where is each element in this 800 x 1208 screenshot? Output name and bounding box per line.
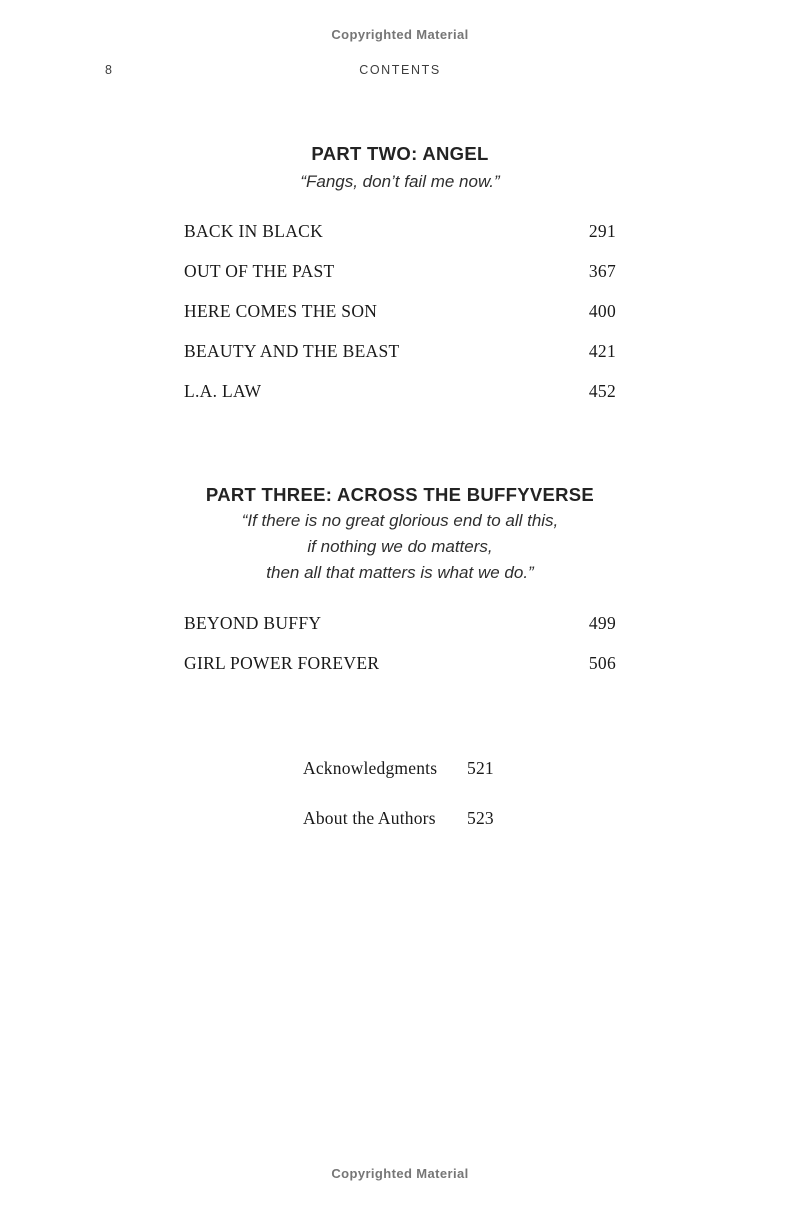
chapter-title: HERE COMES THE SON xyxy=(184,301,378,321)
toc-section-part-two xyxy=(184,143,616,400)
part-two-epigraph xyxy=(184,169,616,195)
list-item xyxy=(303,809,494,827)
chapter-page-number: 506 xyxy=(588,653,616,673)
table-row xyxy=(184,614,616,632)
chapter-title: OUT OF THE PAST xyxy=(184,261,335,281)
part-three-title: PART THREE: ACROSS THE BUFFYVERSE xyxy=(205,484,595,505)
epigraph-line: if nothing we do matters, xyxy=(307,537,493,556)
chapter-page-number: 421 xyxy=(588,341,616,361)
chapter-title: GIRL POWER FOREVER xyxy=(184,653,380,673)
backmatter-list xyxy=(303,759,494,827)
epigraph-line: “Fangs, don’t fail me now.” xyxy=(300,172,500,191)
epigraph-line: then all that matters is what we do.” xyxy=(266,563,534,582)
part-two-title: PART TWO: ANGEL xyxy=(311,143,489,164)
chapter-page-number: 291 xyxy=(588,221,616,241)
backmatter-title: Acknowledgments xyxy=(303,758,438,778)
running-head-contents: CONTENTS xyxy=(359,63,441,77)
list-item xyxy=(303,759,494,777)
chapter-title: BEAUTY AND THE BEAST xyxy=(184,341,400,361)
chapter-title: BEYOND BUFFY xyxy=(184,613,322,633)
table-row xyxy=(184,222,616,240)
table-row xyxy=(184,262,616,280)
backmatter-page-number: 523 xyxy=(467,808,494,828)
table-row xyxy=(184,654,616,672)
copyright-notice-bottom: Copyrighted Material xyxy=(331,1166,469,1181)
chapter-page-number: 452 xyxy=(588,381,616,401)
page-number: 8 xyxy=(105,63,113,77)
chapter-page-number: 400 xyxy=(588,301,616,321)
toc-section-part-three xyxy=(184,484,616,672)
chapter-title: BACK IN BLACK xyxy=(184,221,324,241)
table-row xyxy=(184,382,616,400)
part-two-chapter-list xyxy=(184,222,616,400)
part-three-chapter-list xyxy=(184,614,616,672)
table-row xyxy=(184,302,616,320)
part-three-epigraph xyxy=(184,508,616,586)
backmatter-page-number: 521 xyxy=(467,758,494,778)
chapter-page-number: 499 xyxy=(588,613,616,633)
backmatter-title: About the Authors xyxy=(303,808,436,828)
copyright-notice-top: Copyrighted Material xyxy=(331,27,469,42)
epigraph-line: “If there is no great glorious end to all this, xyxy=(241,511,559,530)
chapter-title: L.A. LAW xyxy=(184,381,262,401)
chapter-page-number: 367 xyxy=(588,261,616,281)
table-row xyxy=(184,342,616,360)
